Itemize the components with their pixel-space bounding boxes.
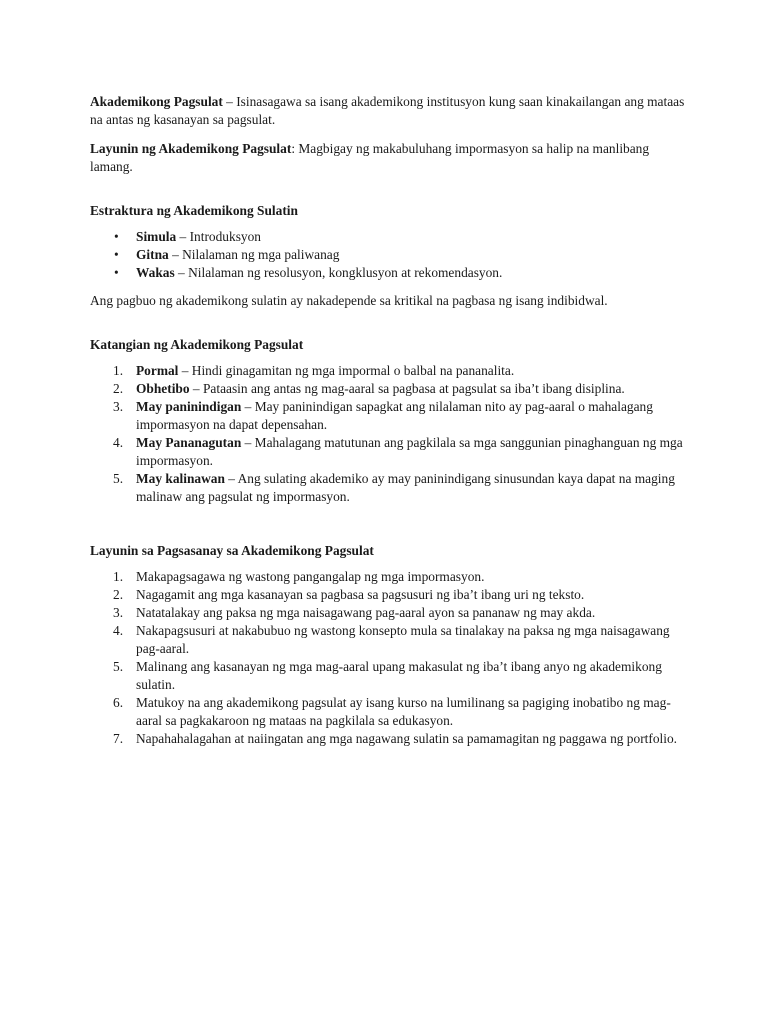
list-number: 4.	[113, 623, 124, 638]
list-item-term: Pormal	[136, 363, 179, 378]
list-item	[90, 622, 690, 658]
list-item-term: Gitna	[136, 247, 169, 262]
list-item-text: Nagagamit ang mga kasanayan sa pagbasa sa pagsusuri ng iba’t ibang uri ng teksto.	[136, 587, 585, 602]
list-item-text: Malinang ang kasanayan ng mga mag-aaral upang makasulat ng iba’t ibang anyo ng akademikong sulatin.	[136, 659, 662, 692]
list-item	[90, 398, 690, 434]
list-item-text: Makapagsagawa ng wastong pangangalap ng mga impormasyon.	[136, 569, 485, 584]
list-item-term: Obhetibo	[136, 381, 190, 396]
list-item	[90, 380, 690, 398]
list-item-text: Nakapagsusuri at nakabubuo ng wastong konsepto mula sa tinalakay na paksa ng mga naisagawang pag-aaral.	[136, 623, 670, 656]
bullet-icon: •	[114, 229, 119, 244]
estraktura-heading: Estraktura ng Akademikong Sulatin	[90, 203, 298, 218]
intro-term-2: Layunin ng Akademikong Pagsulat	[90, 141, 292, 156]
list-item-text: – Hindi ginagamitan ng mga impormal o balbal na pananalita.	[178, 363, 515, 378]
list-item-text: Matukoy na ang akademikong pagsulat ay isang kurso na lumilinang sa pagiging inobatibo ng mag-aaral sa pagkakaroon ng mataas na pagkilala sa edukasyon.	[136, 695, 671, 728]
estraktura-note: Ang pagbuo ng akademikong sulatin ay nakadepende sa kritikal na pagbasa ng isang indibidwal.	[90, 293, 608, 308]
list-number: 3.	[113, 399, 124, 414]
katangian-heading: Katangian ng Akademikong Pagsulat	[90, 337, 304, 352]
intro-text-2: : Magbigay ng makabuluhang impormasyon sa halip na manlibang lamang.	[90, 141, 650, 174]
list-number: 2.	[113, 381, 124, 396]
list-item-term: May kalinawan	[136, 471, 225, 486]
bullet-icon: •	[114, 265, 119, 280]
katangian-list	[90, 362, 690, 506]
list-number: 4.	[113, 435, 124, 450]
list-item	[90, 604, 690, 622]
list-item	[90, 246, 690, 264]
intro-paragraph-1	[90, 93, 690, 129]
estraktura-list	[90, 228, 690, 282]
list-number: 2.	[113, 587, 124, 602]
list-number: 3.	[113, 605, 124, 620]
list-number: 5.	[113, 659, 124, 674]
list-item-term: May paninindigan	[136, 399, 242, 414]
list-item-term: Wakas	[136, 265, 175, 280]
list-item	[90, 470, 690, 506]
list-number: 5.	[113, 471, 124, 486]
list-item	[90, 730, 690, 748]
list-item	[90, 434, 690, 470]
list-item	[90, 658, 690, 694]
intro-text-1: – Isinasagawa sa isang akademikong institusyon kung saan kinakailangan ang mataas na antas ng kasanayan sa pagsulat.	[90, 94, 685, 127]
list-item	[90, 264, 690, 282]
list-item	[90, 586, 690, 604]
list-number: 6.	[113, 695, 124, 710]
list-item-text: – Mahalagang matutunan ang pagkilala sa mga sanggunian pinaghanguan ng mga impormasyon.	[136, 435, 683, 468]
bullet-icon: •	[114, 247, 119, 262]
list-item-text: – Pataasin ang antas ng mag-aaral sa pagbasa at pagsulat sa iba’t ibang disiplina.	[189, 381, 625, 396]
list-number: 1.	[113, 363, 124, 378]
list-item-term: May Pananagutan	[136, 435, 242, 450]
list-item	[90, 694, 690, 730]
list-item-text: Napahahalagahan at naiingatan ang mga nagawang sulatin sa pamamagitan ng paggawa ng portfolio.	[136, 731, 678, 746]
list-item-text: – Introduksyon	[176, 229, 261, 244]
list-item-text: – Nilalaman ng resolusyon, kongklusyon at rekomendasyon.	[174, 265, 503, 280]
layunin-list	[90, 568, 690, 748]
layunin-heading: Layunin sa Pagsasanay sa Akademikong Pagsulat	[90, 543, 374, 558]
document-page	[90, 93, 690, 748]
list-item-text: – Ang sulating akademiko ay may paninindigang sinusundan kaya dapat na maging malinaw ang pagsulat ng impormasyon.	[136, 471, 675, 504]
list-item-term: Simula	[136, 229, 177, 244]
list-item	[90, 362, 690, 380]
list-item	[90, 228, 690, 246]
list-item-text: Natatalakay ang paksa ng mga naisagawang pag-aaral ayon sa pananaw ng may akda.	[136, 605, 596, 620]
list-item-text: – Nilalaman ng mga paliwanag	[168, 247, 340, 262]
list-item	[90, 568, 690, 586]
list-item-text: – May paninindigan sapagkat ang nilalaman nito ay pag-aaral o mahalagang impormasyon na dapat depensahan.	[136, 399, 653, 432]
list-number: 7.	[113, 731, 124, 746]
intro-paragraph-2	[90, 140, 690, 176]
intro-term-1: Akademikong Pagsulat	[90, 94, 223, 109]
list-number: 1.	[113, 569, 124, 584]
